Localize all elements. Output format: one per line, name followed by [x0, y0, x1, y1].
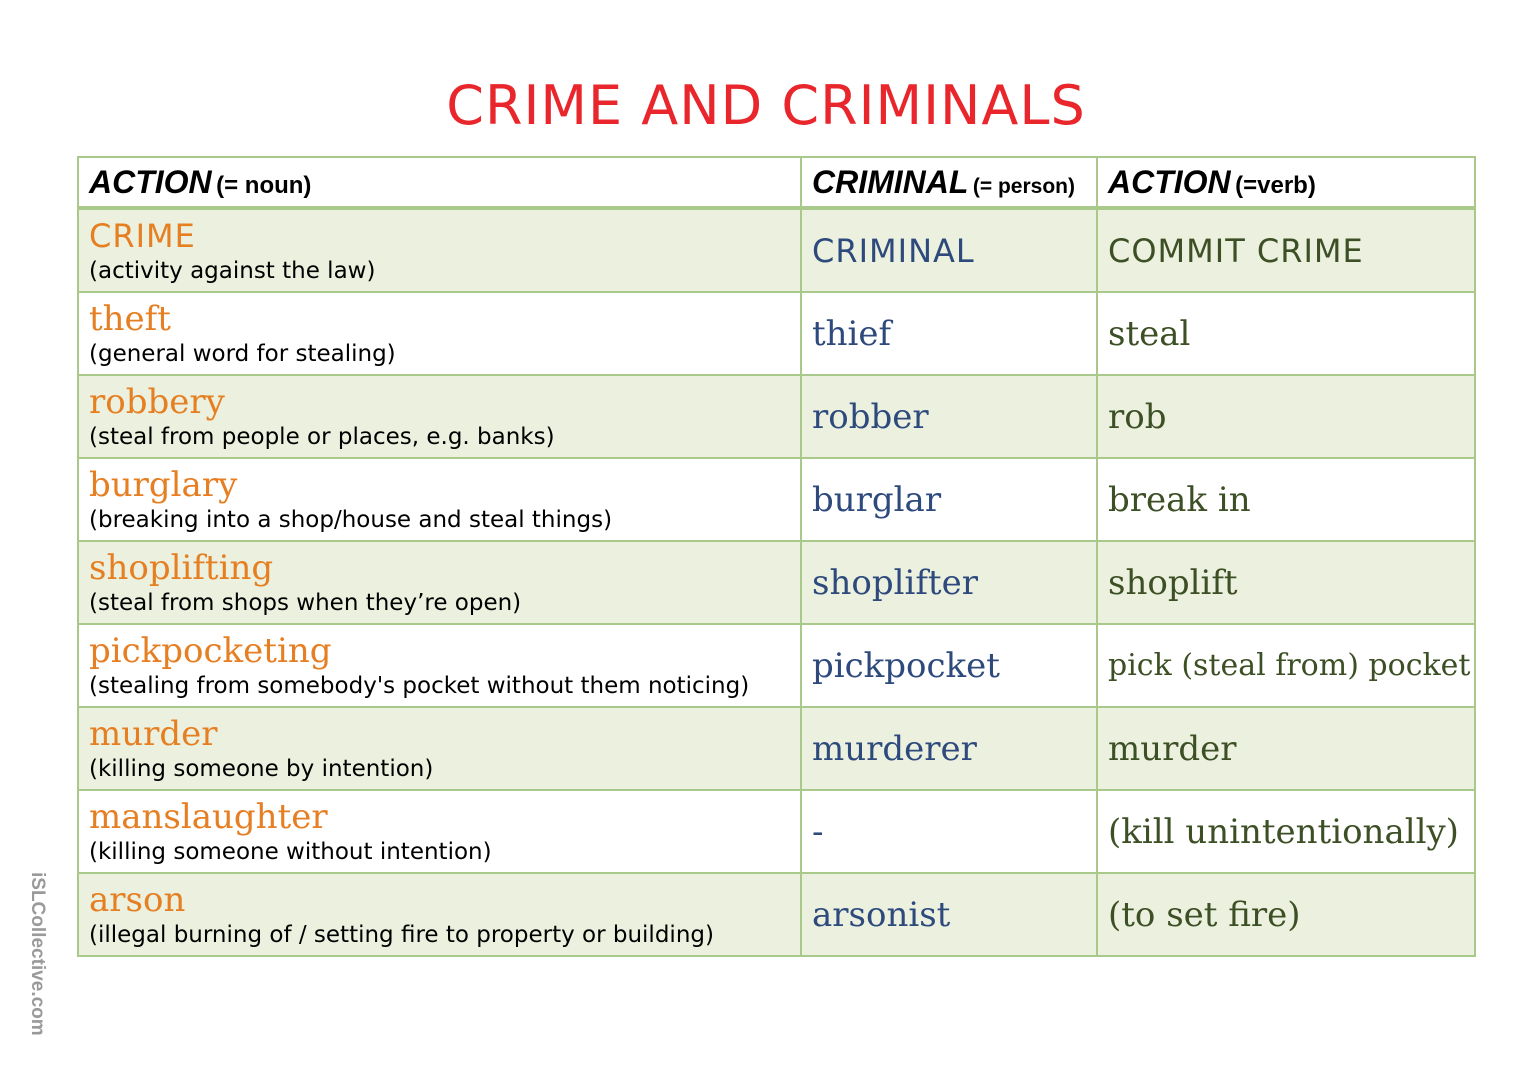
criminal-cell	[801, 458, 1097, 541]
criminal-word: CRIMINAL	[812, 231, 975, 270]
crime-definition: (illegal burning of / setting fire to property or building)	[89, 921, 714, 948]
crime-definition: (general word for stealing)	[89, 340, 396, 367]
header-sub: (= noun)	[216, 171, 312, 199]
verb-cell	[1097, 707, 1475, 790]
table-row	[78, 873, 1475, 956]
criminal-word: murderer	[812, 728, 977, 769]
criminal-cell	[801, 292, 1097, 375]
watermark: iSLCollective.com	[27, 872, 48, 1036]
crime-word: burglary	[89, 464, 238, 505]
crime-word: robbery	[89, 381, 225, 422]
table-row	[78, 292, 1475, 375]
page-title: CRIME AND CRIMINALS	[446, 74, 1086, 137]
verb-cell	[1097, 208, 1475, 292]
crime-definition: (activity against the law)	[89, 257, 376, 284]
verb-word: pick (steal from) pocket	[1108, 648, 1471, 683]
noun-cell	[78, 208, 801, 292]
verb-cell	[1097, 458, 1475, 541]
header-main: ACTION	[1108, 163, 1231, 200]
verb-cell	[1097, 624, 1475, 707]
verb-word: murder	[1108, 728, 1237, 769]
header-action-verb	[1097, 157, 1475, 208]
noun-cell	[78, 790, 801, 873]
crime-definition: (steal from people or places, e.g. banks)	[89, 423, 555, 450]
verb-word: rob	[1108, 396, 1167, 437]
table-header-row	[78, 157, 1475, 208]
criminal-cell	[801, 208, 1097, 292]
verb-cell	[1097, 873, 1475, 956]
noun-cell	[78, 292, 801, 375]
crime-definition: (killing someone without intention)	[89, 838, 492, 865]
crime-word: pickpocketing	[89, 630, 332, 671]
crime-word: manslaughter	[89, 796, 328, 837]
criminal-word: shoplifter	[812, 562, 978, 603]
vocabulary-table	[77, 156, 1476, 957]
table-row	[78, 375, 1475, 458]
verb-cell	[1097, 375, 1475, 458]
verb-word: shoplift	[1108, 562, 1238, 603]
criminal-cell	[801, 375, 1097, 458]
crime-definition: (killing someone by intention)	[89, 755, 434, 782]
crime-word: murder	[89, 713, 218, 754]
table-row	[78, 208, 1475, 292]
verb-word: steal	[1108, 313, 1191, 354]
table-row	[78, 790, 1475, 873]
criminal-cell	[801, 707, 1097, 790]
verb-cell	[1097, 790, 1475, 873]
noun-cell	[78, 873, 801, 956]
table-row	[78, 458, 1475, 541]
criminal-word: arsonist	[812, 894, 951, 935]
noun-cell	[78, 624, 801, 707]
crime-definition: (stealing from somebody's pocket without them noticing)	[89, 672, 750, 699]
verb-cell	[1097, 292, 1475, 375]
header-sub: (=verb)	[1235, 171, 1316, 199]
verb-word: break in	[1108, 479, 1251, 520]
header-action-noun	[78, 157, 801, 208]
table-row	[78, 707, 1475, 790]
header-main: ACTION	[89, 163, 212, 200]
noun-cell	[78, 458, 801, 541]
noun-cell	[78, 375, 801, 458]
criminal-word: thief	[812, 313, 892, 354]
crime-definition: (steal from shops when they’re open)	[89, 589, 522, 616]
criminal-cell	[801, 790, 1097, 873]
crime-definition: (breaking into a shop/house and steal things)	[89, 506, 613, 533]
table-row	[78, 624, 1475, 707]
criminal-cell	[801, 541, 1097, 624]
noun-cell	[78, 707, 801, 790]
verb-word: (kill unintentionally)	[1108, 811, 1459, 852]
criminal-cell	[801, 873, 1097, 956]
crime-word: theft	[89, 298, 171, 339]
crime-word: CRIME	[89, 216, 196, 255]
table-row	[78, 541, 1475, 624]
criminal-word: pickpocket	[812, 645, 1000, 686]
verb-word: COMMIT CRIME	[1108, 231, 1364, 270]
noun-cell	[78, 541, 801, 624]
criminal-word: -	[812, 811, 824, 852]
criminal-cell	[801, 624, 1097, 707]
verb-cell	[1097, 541, 1475, 624]
header-main: CRIMINAL	[812, 163, 969, 200]
header-criminal	[801, 157, 1097, 208]
header-sub: (= person)	[972, 174, 1075, 198]
criminal-word: burglar	[812, 479, 942, 520]
criminal-word: robber	[812, 396, 929, 437]
crime-word: shoplifting	[89, 547, 274, 588]
crime-word: arson	[89, 879, 186, 920]
verb-word: (to set fire)	[1108, 894, 1301, 935]
